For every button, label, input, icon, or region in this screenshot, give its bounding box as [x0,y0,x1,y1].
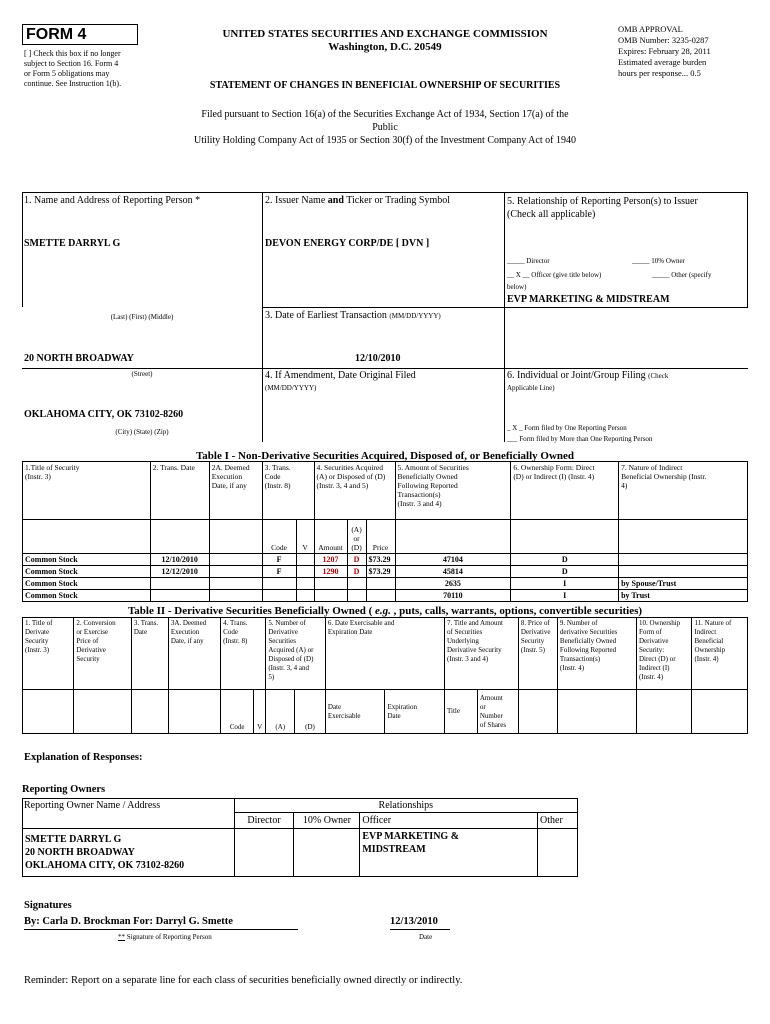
issuer-name: DEVON ENERGY CORP/DE [ DVN ] [265,238,430,249]
table2-subheader: Code V (A) (D) Date Exercisable Expiration Date Title Amount or Number of Shares [23,690,748,734]
explanation-heading: Explanation of Responses: [24,752,143,763]
t1-h-title: 1.Title of Security (Instr. 3) [23,462,151,520]
t2-h-code: 4. Trans. Code (Instr. 8) [221,618,266,690]
form-title: FORM 4 [22,24,138,45]
table-row: Common Stock 2635 I by Spouse/Trust [23,578,748,590]
ten-percent-option: _____ 10% Owner [632,257,685,265]
reporting-person-name: SMETTE DARRYL G [24,238,121,249]
signature-by: By: Carla D. Brockman For: Darryl G. Smette [24,916,233,927]
omb-approval: OMB APPROVAL OMB Number: 3235-0287 Expires: February 28, 2011 Estimated average burden hours per response... 0.5 [618,24,711,78]
table1 [22,461,748,602]
agency-header: UNITED STATES SECURITIES AND EXCHANGE COMMISSION Washington, D.C. 20549 [222,28,548,53]
table1-title: Table I - Non-Derivative Securities Acquired, Disposed of, or Beneficially Owned [195,450,575,462]
director-option: _____ Director [507,257,550,265]
reminder: Reminder: Report on a separate line for each class of securities beneficially owned directly or indirectly. [24,975,463,986]
t2-h-exercisable: 6. Date Exercisable and Expiration Date [325,618,444,690]
reporting-person-city: OKLAHOMA CITY, OK 73102-8260 [24,409,184,420]
owner-row: SMETTE DARRYL G 20 NORTH BROADWAY OKLAHOMA CITY, OK 73102-8260 EVP MARKETING & MIDSTREAM [23,829,578,877]
table-row: Common Stock 12/10/2010 F 1207 D $73.29 47104 D [23,554,748,566]
filing-option-one: _ X _ Form filed by One Reporting Person [507,424,627,432]
city-hint: (City) (State) (Zip) [115,428,169,436]
t2-h-title: 1. Title of Derivate Security (Instr. 3) [23,618,74,690]
table-row: Common Stock 12/12/2010 F 1290 D $73.29 45814 D [23,566,748,578]
reporting-person-street: 20 NORTH BROADWAY [24,353,134,364]
t2-h-form: 10. Ownership Form of Derivative Security: Direct (D) or Indirect (I) (Instr. 4) [636,618,691,690]
t1-h-owned: 5. Amount of Securities Beneficially Owned Following Reported Transaction(s) (Instr. 3 and 4) [395,462,511,520]
box4-label: 4. If Amendment, Date Original Filed [265,370,416,381]
box5-label: 5. Relationship of Reporting Person(s) to Issuer (Check all applicable) [507,196,698,220]
statement-title: STATEMENT OF CHANGES IN BENEFICIAL OWNERSHIP OF SECURITIES [209,80,561,91]
t1-h-form: 6. Ownership Form: Direct (D) or Indirect (I) (Instr. 4) [511,462,619,520]
signature-label: ** Signature of Reporting Person [118,933,212,941]
t1-h-acquired: 4. Securities Acquired (A) or Disposed of (D) (Instr. 3, 4 and 5) [314,462,395,520]
t1-h-date: 2. Trans. Date [150,462,209,520]
officer-title: EVP MARKETING & MIDSTREAM [507,294,670,305]
table-row: Common Stock 70110 I by Trust [23,590,748,602]
t2-h-nature: 11. Nature of Indirect Beneficial Ownership (Instr. 4) [692,618,748,690]
box6-label: 6. Individual or Joint/Group Filing (Check [507,370,669,381]
t2-h-conversion: 2. Conversion or Exercise Price of Derivative Security [74,618,132,690]
street-hint: (Street) [131,370,153,378]
t2-h-deemed: 3A. Deemed Execution Date, if any [168,618,220,690]
checkbox-note: [ ] Check this box if no longer subject to Section 16. Form 4 or Form 5 obligations may continue. See Instruction 1(b). [24,49,122,88]
table1-header [23,462,748,520]
box1-label: 1. Name and Address of Reporting Person * [24,195,201,206]
t1-h-deemed: 2A. Deemed Execution Date, if any [209,462,262,520]
owners-heading: Reporting Owners [22,784,106,795]
earliest-transaction-date: 12/10/2010 [355,353,401,364]
box3-label: 3. Date of Earliest Transaction (MM/DD/YYYY) [265,310,441,321]
date-label: Date [419,933,433,941]
signatures-heading: Signatures [24,900,72,911]
box4-hint: (MM/DD/YYYY) [265,384,317,392]
filing-option-more: ___ Form filed by More than One Reporting Person [507,435,653,443]
table2-header [23,618,748,690]
owners-table: Reporting Owner Name / Address Relationships Director 10% Owner Officer Other SMETTE DARRYL G 20 NORTH BROADWAY OKLAHOMA CITY, OK 73102-8260 EVP MARKETING & MIDSTREAM [22,798,578,877]
t2-h-owned: 9. Number of derivative Securities Beneficially Owned Following Reported Transaction(s) (Instr. 4) [557,618,636,690]
table2 [22,617,748,734]
other-option: _____ Other (specify [652,271,712,279]
t2-h-underlying: 7. Title and Amount of Securities Underlying Derivative Security (Instr. 3 and 4) [444,618,518,690]
t2-h-date: 3. Trans. Date [131,618,168,690]
officer-option: __ X __ Officer (give title below) [507,271,602,279]
t1-h-code: 3. Trans. Code (Instr. 8) [262,462,314,520]
other-below: below) [507,283,527,291]
table1-subheader: Code V Amount (A) or (D) Price [23,520,748,554]
box6-hint: Applicable Line) [507,384,555,392]
box2-label: 2. Issuer Name and Ticker or Trading Symbol [265,195,451,206]
t1-h-nature: 7. Nature of Indirect Beneficial Ownership (Instr. 4) [619,462,748,520]
table2-title: Table II - Derivative Securities Beneficially Owned ( e.g. , puts, calls, warrants, options, convertible securities) [127,605,643,617]
filed-pursuant: Filed pursuant to Section 16(a) of the Securities Exchange Act of 1934, Section 17(a) of the Public Utility Holding Company Act of 1935 or Section 30(f) of the Investment Company Act of 1940 [194,109,576,146]
signature-date: 12/13/2010 [390,916,438,927]
name-hint: (Last) (First) (Middle) [110,313,174,321]
t2-h-price: 8. Price of Derivative Security (Instr. 5) [518,618,557,690]
t2-h-number: 5. Number of Derivative Securities Acquired (A) or Disposed of (D) (Instr. 3, 4 and 5) [266,618,326,690]
